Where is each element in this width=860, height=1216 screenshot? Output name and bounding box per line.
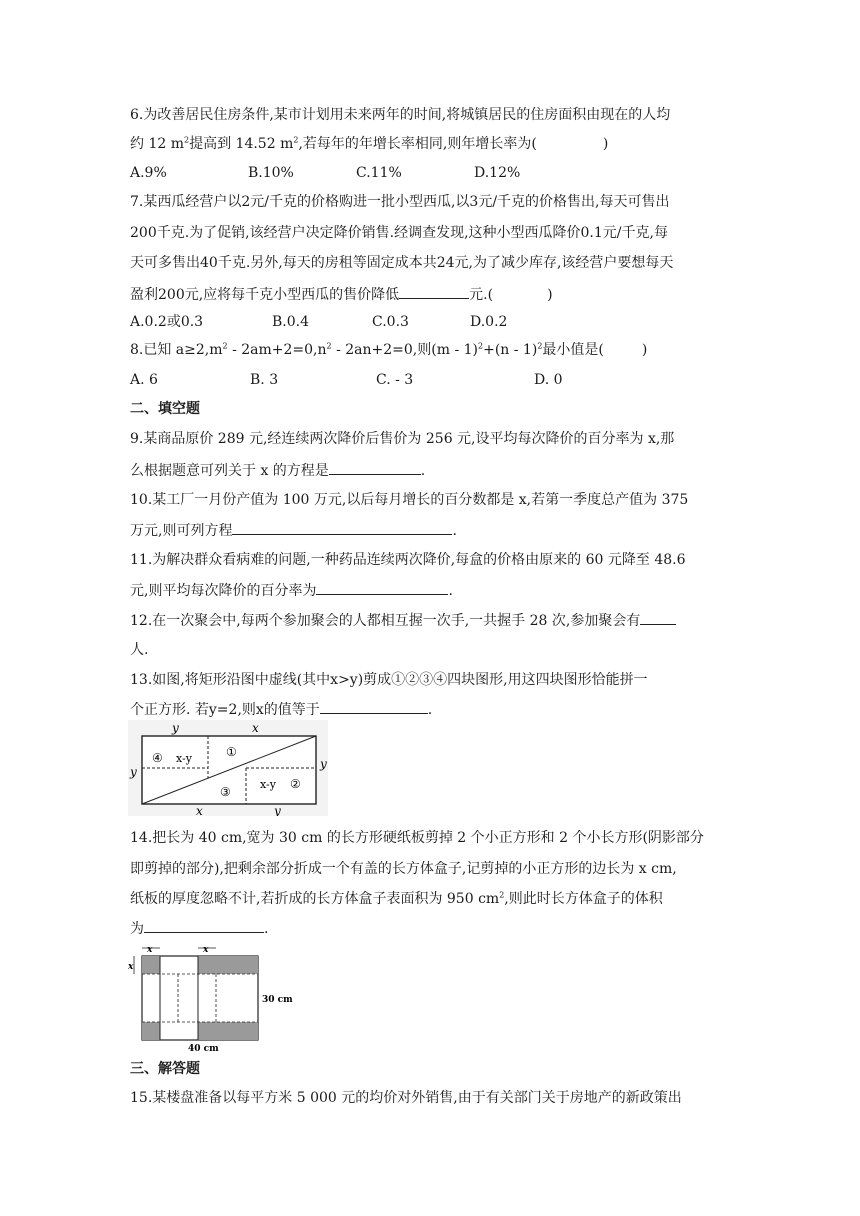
- q10-text-b: .: [452, 523, 457, 539]
- section-fill-in-heading: 二、填空题: [130, 401, 200, 417]
- q14-line3: [130, 889, 740, 909]
- q11-answer-blank[interactable]: [316, 580, 448, 595]
- q9-text-a: 么根据题意可列关于 x 的方程是: [130, 463, 329, 479]
- q7-text-a: 盈利200元,应将每千克小型西瓜的售价降低: [130, 287, 400, 303]
- q13-rectangle-figure: [128, 720, 328, 816]
- q14-text-a: 纸板的厚度忽略不计,若折成的长方体盒子表面积为 950 cm: [130, 891, 500, 907]
- q13-line1: 13.如图,将矩形沿图中虚线(其中x>y)剪成①②③④四块图形,用这四块图形恰能拼一: [130, 672, 648, 688]
- q6-text-c: ,若每年的年增长率相同,则年增长率为(: [298, 136, 537, 152]
- q13-top-label-y: y: [172, 721, 179, 735]
- q15-line1: 15.某楼盘准备以每平方米 5 000 元的均价对外销售,由于有关部门关于房地产的新政策出: [130, 1090, 682, 1106]
- q8-option-d[interactable]: D. 0: [534, 372, 563, 388]
- q6-option-c[interactable]: C.11%: [356, 165, 402, 181]
- q14-text-d: .: [264, 921, 269, 937]
- q11-line2: [130, 580, 740, 601]
- q6-text-d: ): [602, 136, 609, 152]
- q6-option-d[interactable]: D.12%: [474, 165, 521, 181]
- q13-piece-3: ③: [220, 785, 231, 799]
- q6-line1: 6.为改善居民住房条件,某市计划用未来两年的时间,将城镇居民的住房面积由现在的人均: [130, 107, 671, 123]
- q13-right-label-y: y: [320, 757, 327, 771]
- q14-height-label: 30 cm: [262, 995, 293, 1005]
- q13-bottom-label-x: x: [196, 804, 203, 816]
- q7-text-c: ): [547, 287, 553, 303]
- q6-sup-2: 2: [293, 135, 299, 145]
- q8-option-c[interactable]: C. - 3: [376, 372, 414, 388]
- q7-line2: 200千克.为了促销,该经营户决定降价销售.经调查发现,这种小型西瓜降价0.1元/千克,每: [130, 225, 668, 241]
- q12-text-a: 12.在一次聚会中,每两个参加聚会的人都相互握一次手,一共握手 28 次,参加聚会有: [130, 613, 641, 629]
- q13-piece-2: ②: [290, 777, 301, 791]
- q8-option-a[interactable]: A. 6: [130, 372, 158, 388]
- q14-x-label-top-right: x: [203, 945, 209, 955]
- q7-option-b[interactable]: B.0.4: [272, 314, 310, 330]
- q13-piece-label-xy-right: x-y: [260, 778, 276, 791]
- q14-line2: 即剪掉的部分),把剩余部分折成一个有盖的长方体盒子,记剪掉的小正方形的边长为 x cm,: [130, 861, 677, 877]
- q6-text-a: 约 12 m: [130, 136, 184, 152]
- q14-answer-blank[interactable]: [144, 918, 264, 933]
- q14-text-b: ,则此时长方体盒子的体积: [504, 891, 663, 907]
- q13-answer-blank[interactable]: [320, 699, 428, 714]
- q8-options: [130, 370, 740, 390]
- q10-answer-blank[interactable]: [232, 520, 452, 535]
- section-answer-heading: 三、解答题: [130, 1061, 200, 1077]
- q11-line1: 11.为解决群众看病难的问题,一种药品连续两次降价,每盒的价格由原来的 60 元降至 48.6: [130, 552, 686, 568]
- q10-line1: 10.某工厂一月份产值为 100 万元,以后每月增长的百分数都是 x,若第一季度总产值为 375: [130, 492, 689, 508]
- q14-line4: [130, 918, 740, 939]
- q13-bottom-label-y: y: [274, 804, 281, 816]
- q14-sup: 2: [499, 890, 505, 900]
- q14-width-label: 40 cm: [188, 1044, 219, 1054]
- q14-x-label-left: x: [128, 962, 134, 972]
- q13-text-a: 个正方形. 若y=2,则x的值等于: [130, 702, 320, 718]
- q7-option-a[interactable]: A.0.2或0.3: [130, 314, 204, 330]
- q7-option-c[interactable]: C.0.3: [372, 314, 409, 330]
- q7-answer-blank[interactable]: [399, 284, 469, 299]
- q13-top-label-x: x: [252, 721, 259, 735]
- q13-line2: [130, 699, 740, 720]
- q7-line1: 7.某西瓜经营户以2元/千克的价格购进一批小型西瓜,以3元/千克的价格售出,每天可售出: [130, 194, 670, 210]
- q6-text-b: 提高到 14.52 m: [189, 136, 294, 152]
- q8-text-4: +(n - 1): [483, 342, 538, 358]
- q8-text-2: - 2am+2=0,n: [227, 342, 327, 358]
- q13-left-label-y: y: [130, 765, 137, 779]
- q6-options: [130, 163, 740, 183]
- q13-piece-label-xy-left: x-y: [176, 752, 192, 765]
- q11-text-a: 元,则平均每次降价的百分率为: [130, 583, 317, 599]
- q7-option-d[interactable]: D.0.2: [470, 314, 508, 330]
- q7-line3: 天可多售出40千克.另外,每天的房租等固定成本共24元,为了减少库存,该经营户要想每天: [130, 255, 674, 271]
- q13-piece-1: ①: [226, 745, 237, 759]
- q7-text-b: 元.(: [469, 287, 494, 303]
- q12-answer-blank[interactable]: [640, 610, 676, 625]
- q13-piece-4: ④: [152, 751, 163, 765]
- q6-option-a[interactable]: A.9%: [130, 165, 167, 181]
- q8-option-b[interactable]: B. 3: [250, 372, 279, 388]
- q14-line1: 14.把长为 40 cm,宽为 30 cm 的长方形硬纸板剪掉 2 个小正方形和 2 个小长方形(阴影部分: [130, 830, 704, 846]
- q8-sup-1: 2: [222, 341, 228, 351]
- q8-sup-2: 2: [326, 341, 332, 351]
- q6-sup-1: 2: [184, 135, 190, 145]
- q8-text-6: ): [641, 342, 648, 358]
- q10-line2: [130, 520, 740, 541]
- q9-text-b: .: [420, 463, 426, 479]
- q11-text-b: .: [448, 583, 453, 599]
- q12-line2: 人.: [130, 642, 149, 658]
- q8-sup-4: 2: [537, 341, 543, 351]
- q13-text-b: .: [427, 702, 433, 718]
- q8-text-5: 最小值是(: [542, 342, 604, 358]
- q9-line2: [130, 460, 740, 481]
- q9-answer-blank[interactable]: [329, 460, 421, 475]
- q7-line4: [130, 284, 740, 305]
- q8-text-3: - 2an+2=0,则(m - 1): [331, 342, 478, 358]
- q10-text-a: 万元,则可列方程: [130, 523, 233, 539]
- q8-line1: [130, 340, 740, 360]
- q14-x-label-top-left: x: [147, 945, 153, 955]
- q9-line1: 9.某商品原价 289 元,经连续两次降价后售价为 256 元,设平均每次降价的百分率为 x,那: [130, 431, 675, 447]
- q6-option-b[interactable]: B.10%: [248, 165, 294, 181]
- q7-options: [130, 312, 740, 332]
- q6-line2: [130, 134, 740, 154]
- q8-text-1: 8.已知 a≥2,m: [130, 342, 223, 358]
- q14-cardboard-figure: [128, 942, 324, 1054]
- q8-sup-3: 2: [478, 341, 484, 351]
- q12-line1: [130, 610, 740, 631]
- q14-text-c: 为: [130, 921, 144, 937]
